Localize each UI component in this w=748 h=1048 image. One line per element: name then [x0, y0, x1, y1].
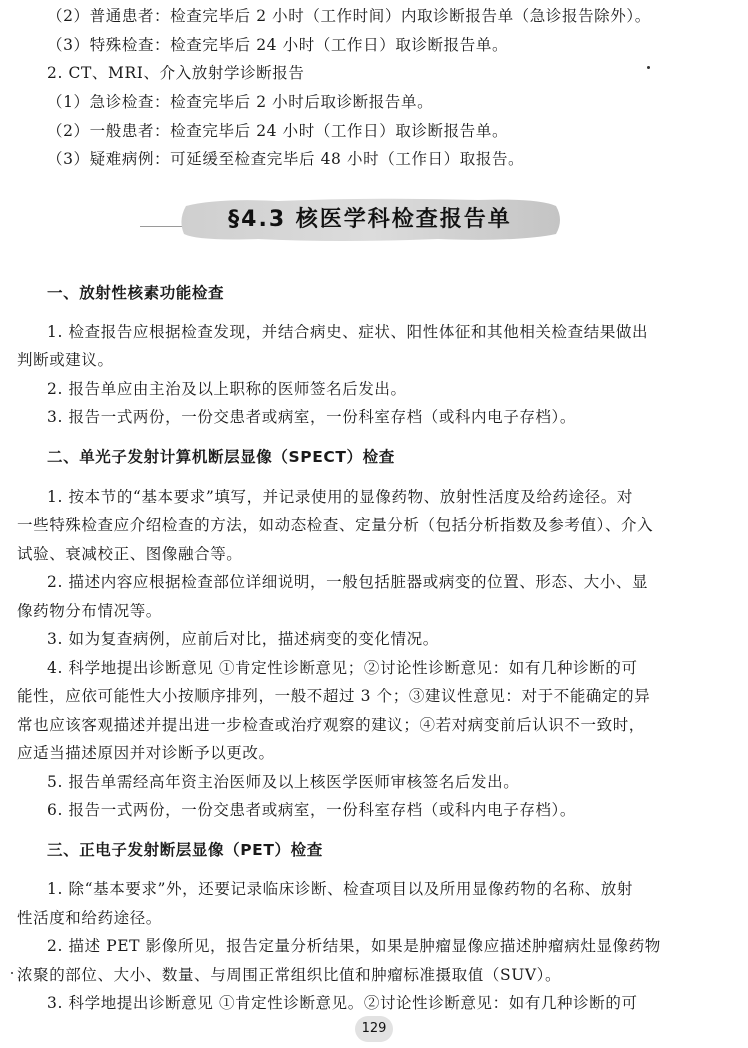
paragraph-line: 能性，应依可能性大小按顺序排列，一般不超过 3 个；③建议性意见：对于不能确定的异	[17, 687, 651, 705]
paragraph-line: 5. 报告单需经高年资主治医师及以上核医学医师审核签名后发出。	[47, 773, 520, 791]
top-list-item: （3）特殊检查：检查完毕后 24 小时（工作日）取诊断报告单。	[47, 36, 509, 54]
top-list-item: （1）急诊检查：检查完毕后 2 小时后取诊断报告单。	[47, 93, 434, 111]
paragraph-line: 一些特殊检查应介绍检查的方法，如动态检查、定量分析（包括分析指数及参考值）、介入	[17, 516, 654, 534]
paragraph-line: 像药物分布情况等。	[17, 602, 162, 620]
top-list-item: （3）疑难病例：可延缓至检查完毕后 48 小时（工作日）取报告。	[47, 150, 525, 168]
top-list-item: （2）一般患者：检查完毕后 24 小时（工作日）取诊断报告单。	[47, 122, 509, 140]
paragraph-line: 6. 报告一式两份，一份交患者或病室，一份科室存档（或科内电子存档）。	[47, 801, 576, 819]
section-title: §4.3 核医学科检查报告单	[228, 207, 512, 232]
paragraph-line: 1. 除“基本要求”外，还要记录临床诊断、检查项目以及所用显像药物的名称、放射	[47, 880, 633, 898]
section-heading: 二、单光子发射计算机断层显像（SPECT）检查	[47, 448, 395, 466]
paragraph-line: 3. 科学地提出诊断意见 ①肯定性诊断意见。②讨论性诊断意见：如有几种诊断的可	[47, 994, 638, 1012]
print-speck	[11, 972, 13, 974]
top-list-item: 2. CT、MRI、介入放射学诊断报告	[47, 64, 305, 82]
top-list-item: （2）普通患者：检查完毕后 2 小时（工作时间）内取诊断报告单（急诊报告除外）。	[47, 7, 651, 25]
paragraph-line: 3. 报告一式两份，一份交患者或病室，一份科室存档（或科内电子存档）。	[47, 408, 576, 426]
paragraph-line: 3. 如为复查病例，应前后对比，描述病变的变化情况。	[47, 630, 439, 648]
paragraph-line: 2. 报告单应由主治及以上职称的医师签名后发出。	[47, 380, 407, 398]
paragraph-line: 4. 科学地提出诊断意见 ①肯定性诊断意见；②讨论性诊断意见：如有几种诊断的可	[47, 659, 638, 677]
paragraph-line: 1. 检查报告应根据检查发现，并结合病史、症状、阳性体征和其他相关检查结果做出	[47, 323, 649, 341]
paragraph-line: 2. 描述内容应根据检查部位详细说明，一般包括脏器或病变的位置、形态、大小、显	[47, 573, 649, 591]
paragraph-line: 常也应该客观描述并提出进一步检查或治疗观察的建议；④若对病变前后认识不一致时，	[17, 716, 645, 734]
paragraph-line: 1. 按本节的“基本要求”填写，并记录使用的显像药物、放射性活度及给药途径。对	[47, 488, 633, 506]
page-number: 129	[355, 1016, 393, 1042]
paragraph-line: 应适当描述原因并对诊断予以更改。	[17, 744, 275, 762]
paragraph-line: 试验、衰减校正、图像融合等。	[17, 545, 243, 563]
print-speck	[647, 66, 650, 69]
paragraph-line: 判断或建议。	[17, 351, 114, 369]
paragraph-line: 浓聚的部位、大小、数量、与周围正常组织比值和肿瘤标准摄取值（SUV）。	[17, 966, 562, 984]
section-banner	[178, 196, 562, 244]
section-heading: 三、正电子发射断层显像（PET）检查	[47, 841, 323, 859]
paragraph-line: 性活度和给药途径。	[17, 909, 162, 927]
paragraph-line: 2. 描述 PET 影像所见，报告定量分析结果，如果是肿瘤显像应描述肿瘤病灶显像药物	[47, 937, 661, 955]
banner-rule-line	[140, 226, 182, 227]
section-heading: 一、放射性核素功能检查	[47, 284, 225, 302]
